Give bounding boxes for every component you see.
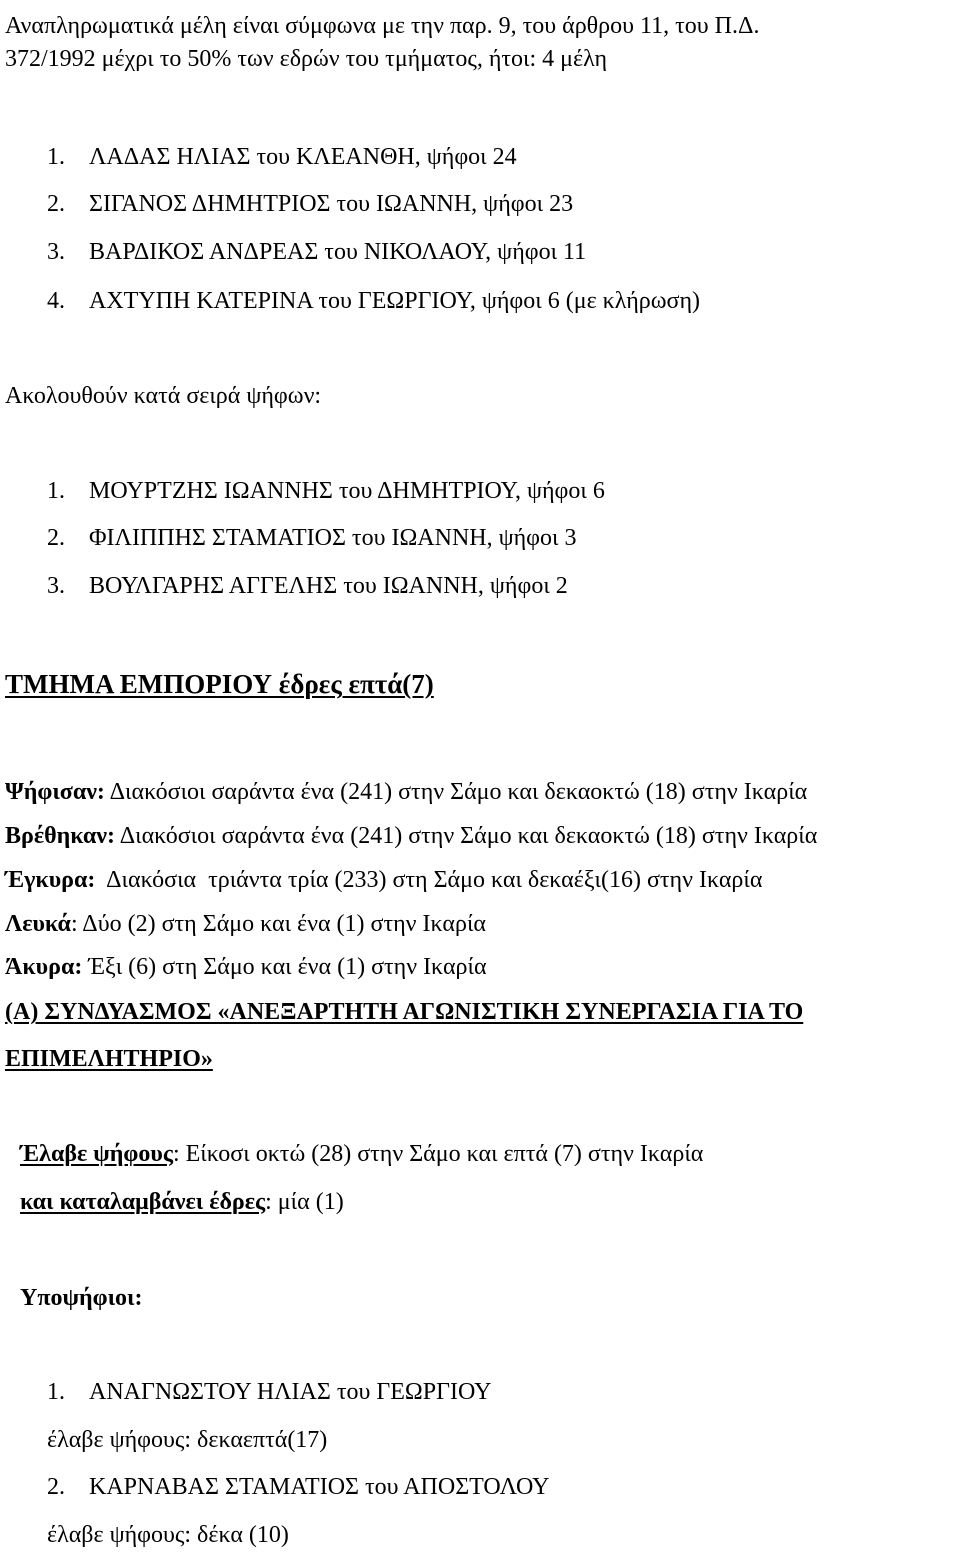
stat-label: Ψήφισαν: xyxy=(5,779,105,805)
item-text: ΚΑΡΝΑΒΑΣ ΣΤΑΜΑΤΙΟΣ του ΑΠΟΣΤΟΛΟΥ xyxy=(89,1474,550,1500)
substitute-item xyxy=(47,238,586,266)
item-text: ΣΙΓΑΝΟΣ ΔΗΜΗΤΡΙΟΣ του ΙΩΑΝΝΗ, ψήφοι 23 xyxy=(89,191,574,217)
item-number: 1. xyxy=(47,144,65,170)
item-text: ΒΟΥΛΓΑΡΗΣ ΑΓΓΕΛΗΣ του ΙΩΑΝΝΗ, ψήφοι 2 xyxy=(89,573,568,599)
stat-label: Άκυρα: xyxy=(5,954,83,980)
item-text: ΒΑΡΔΙΚΟΣ ΑΝΔΡΕΑΣ του ΝΙΚΟΛΑΟΥ, ψήφοι 11 xyxy=(89,239,587,265)
item-number: 3. xyxy=(47,573,65,599)
follow-label: Ακολουθούν κατά σειρά ψήφων: xyxy=(5,383,322,409)
stat-found xyxy=(5,822,817,850)
stat-label: Έγκυρα: xyxy=(5,867,96,893)
stat-valid xyxy=(5,866,762,894)
candidates-label: Υποψήφιοι: xyxy=(20,1285,143,1311)
intro-line-2: 372/1992 μέχρι το 50% των εδρών του τμήματος, ήτοι: 4 μέλη xyxy=(5,46,608,72)
item-text: ΜΟΥΡΤΖΗΣ ΙΩΑΝΝΗΣ του ΔΗΜΗΤΡΙΟΥ, ψήφοι 6 xyxy=(89,478,605,504)
item-number: 1. xyxy=(47,478,65,504)
received-text: : Είκοσι οκτώ (28) στην Σάμο και επτά (7) στην Ικαρία xyxy=(172,1141,704,1167)
follower-item xyxy=(47,572,568,600)
item-number: 1. xyxy=(47,1379,65,1405)
stat-text: Έξι (6) στη Σάμο και ένα (1) στην Ικαρία xyxy=(82,954,487,980)
seats-taken xyxy=(20,1188,344,1216)
stat-text: Διακόσιοι σαράντα ένα (241) στην Σάμο και δεκαοκτώ (18) στην Ικαρία xyxy=(115,823,818,849)
item-text: ΑΧΤΥΠΗ ΚΑΤΕΡΙΝΑ του ΓΕΩΡΓΙΟΥ, ψήφοι 6 (με κλήρωση) xyxy=(89,288,701,314)
coalition-title-line-1: (Α) ΣΥΝΔΥΑΣΜΟΣ «ΑΝΕΞΑΡΤΗΤΗ ΑΓΩΝΙΣΤΙΚΗ ΣΥΝΕΡΓΑΣΙΑ ΓΙΑ ΤΟ xyxy=(5,999,804,1025)
candidate-votes: έλαβε ψήφους: δεκαεπτά(17) xyxy=(47,1427,328,1453)
item-text: ΛΑΔΑΣ ΗΛΙΑΣ του ΚΛΕΑΝΘΗ, ψήφοι 24 xyxy=(89,144,517,170)
item-number: 3. xyxy=(47,239,65,265)
received-label: Έλαβε ψήφους xyxy=(20,1141,173,1167)
item-number: 2. xyxy=(47,191,65,217)
item-number: 4. xyxy=(47,288,65,314)
follower-item xyxy=(47,524,577,552)
seats-text: : μία (1) xyxy=(265,1189,344,1215)
intro-line-1: Αναπληρωματικά μέλη είναι σύμφωνα με την παρ. 9, του άρθρου 11, του Π.Δ. xyxy=(5,13,760,39)
coalition-title-line-2: ΕΠΙΜΕΛΗΤΗΡΙΟ» xyxy=(5,1046,213,1072)
stat-blank xyxy=(5,910,486,938)
stat-invalid xyxy=(5,953,487,981)
item-text: ΦΙΛΙΠΠΗΣ ΣΤΑΜΑΤΙΟΣ του ΙΩΑΝΝΗ, ψήφοι 3 xyxy=(89,525,577,551)
candidate-name xyxy=(47,1473,549,1501)
substitute-item xyxy=(47,190,573,218)
item-number: 2. xyxy=(47,1474,65,1500)
stat-text: Διακόσια τριάντα τρία (233) στη Σάμο και δεκαέξι(16) στην Ικαρία xyxy=(95,867,763,893)
stat-label: Λευκά xyxy=(5,911,71,937)
substitute-item xyxy=(47,287,700,315)
stat-voted xyxy=(5,778,807,806)
received-votes xyxy=(20,1140,703,1168)
candidate-name xyxy=(47,1378,491,1406)
stat-text: Διακόσιοι σαράντα ένα (241) στην Σάμο και δεκαοκτώ (18) στην Ικαρία xyxy=(104,779,808,805)
item-number: 2. xyxy=(47,525,65,551)
candidate-votes: έλαβε ψήφους: δέκα (10) xyxy=(47,1522,289,1548)
seats-label: και καταλαμβάνει έδρες xyxy=(20,1189,266,1215)
section-title: ΤΜΗΜΑ ΕΜΠΟΡΙΟΥ έδρες επτά(7) xyxy=(5,669,434,699)
item-text: ΑΝΑΓΝΩΣΤΟΥ ΗΛΙΑΣ του ΓΕΩΡΓΙΟΥ xyxy=(89,1379,492,1405)
stat-label: Βρέθηκαν: xyxy=(5,823,116,849)
follower-item xyxy=(47,477,605,505)
stat-text: : Δύο (2) στη Σάμο και ένα (1) στην Ικαρία xyxy=(70,911,486,937)
substitute-item xyxy=(47,143,517,171)
